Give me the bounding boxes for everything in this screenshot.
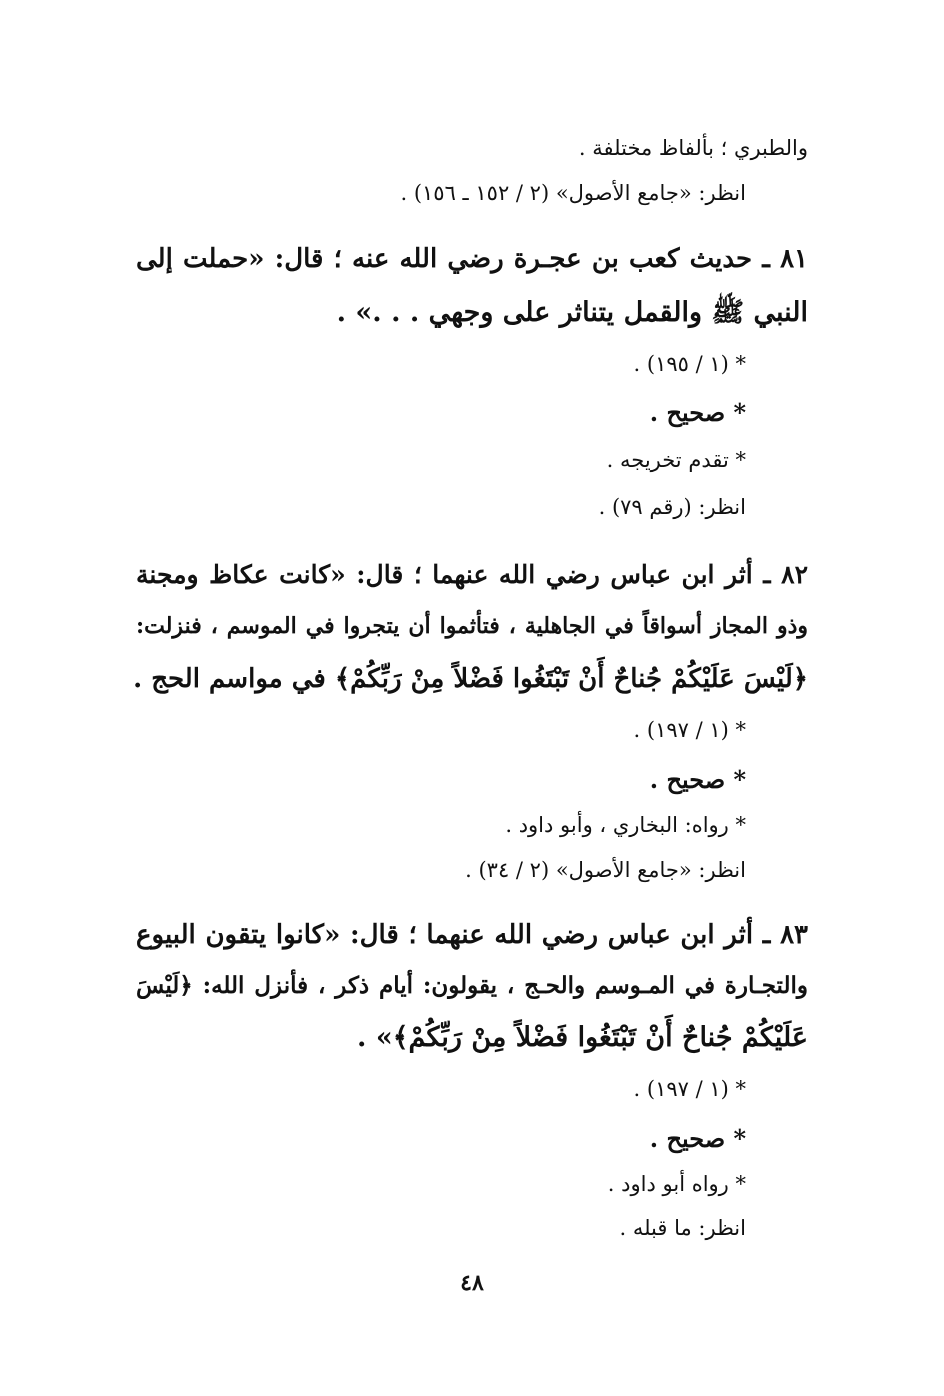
athar-82-grade: * صحيح . [649,765,746,794]
hadith-81-text: النبي ﷺ والقمل يتناثر على وجهي . . .» . [336,297,808,328]
athar-83-heading: ٨٣ ـ أثر ابن عباس رضي الله عنهما ؛ قال: «كانوا يتقون البيوع [136,920,808,950]
athar-82-verse-line: ﴿لَيْسَ عَلَيْكُمْ جُناحٌ أَنْ تَبْتَغُوا فَضْلاً مِنْ رَبِّكُمْ﴾ في مواسم الحج . [133,664,808,694]
athar-82-narrators: * رواه: البخاري ، وأبو داود . [505,813,746,837]
athar-83-verse-line: عَلَيْكُمْ جُناحٌ أَنْ تَبْتَغُوا فَضْلاً مِنْ رَبِّكُمْ﴾» . [357,1022,808,1053]
athar-82-source: * (١ / ١٩٧) . [633,718,746,742]
hadith-81-source: * (١ / ١٩٥) . [633,352,746,376]
hadith-81-grade: * صحيح . [649,398,746,427]
athar-83-grade: * صحيح . [649,1124,746,1153]
hadith-81-heading: ٨١ ـ حديث كعب بن عجـرة رضي الله عنه ؛ قال: «حملت إلى [136,244,808,274]
reference-line: انظر: «جامع الأصول» (٢ / ١٥٢ ـ ١٥٦) . [400,181,746,205]
athar-82-heading: ٨٢ ـ أثر ابن عباس رضي الله عنهما ؛ قال: «كانت عكاظ ومجنة [136,560,808,589]
athar-83-reference: انظر: ما قبله . [619,1216,746,1240]
athar-83-narrators: * رواه أبو داود . [607,1172,746,1196]
page-number: ٤٨ [460,1270,484,1296]
hadith-81-reference: انظر: (رقم ٧٩) . [598,495,746,519]
athar-83-text: والتجـارة في المـوسم والحـج ، يقولون: أيام ذكر ، فأنزل الله: ﴿لَيْسَ [136,972,808,999]
hadith-81-takhrij: * تقدم تخريجه . [606,448,746,472]
athar-83-source: * (١ / ١٩٧) . [633,1077,746,1101]
text-line: والطبري ؛ بألفاظ مختلفة . [578,136,808,160]
athar-82-reference: انظر: «جامع الأصول» (٢ / ٣٤) . [465,858,746,882]
athar-82-text: وذو المجاز أسواقاً في الجاهلية ، فتأثموا أن يتجروا في الموسم ، فنزلت: [136,613,808,639]
